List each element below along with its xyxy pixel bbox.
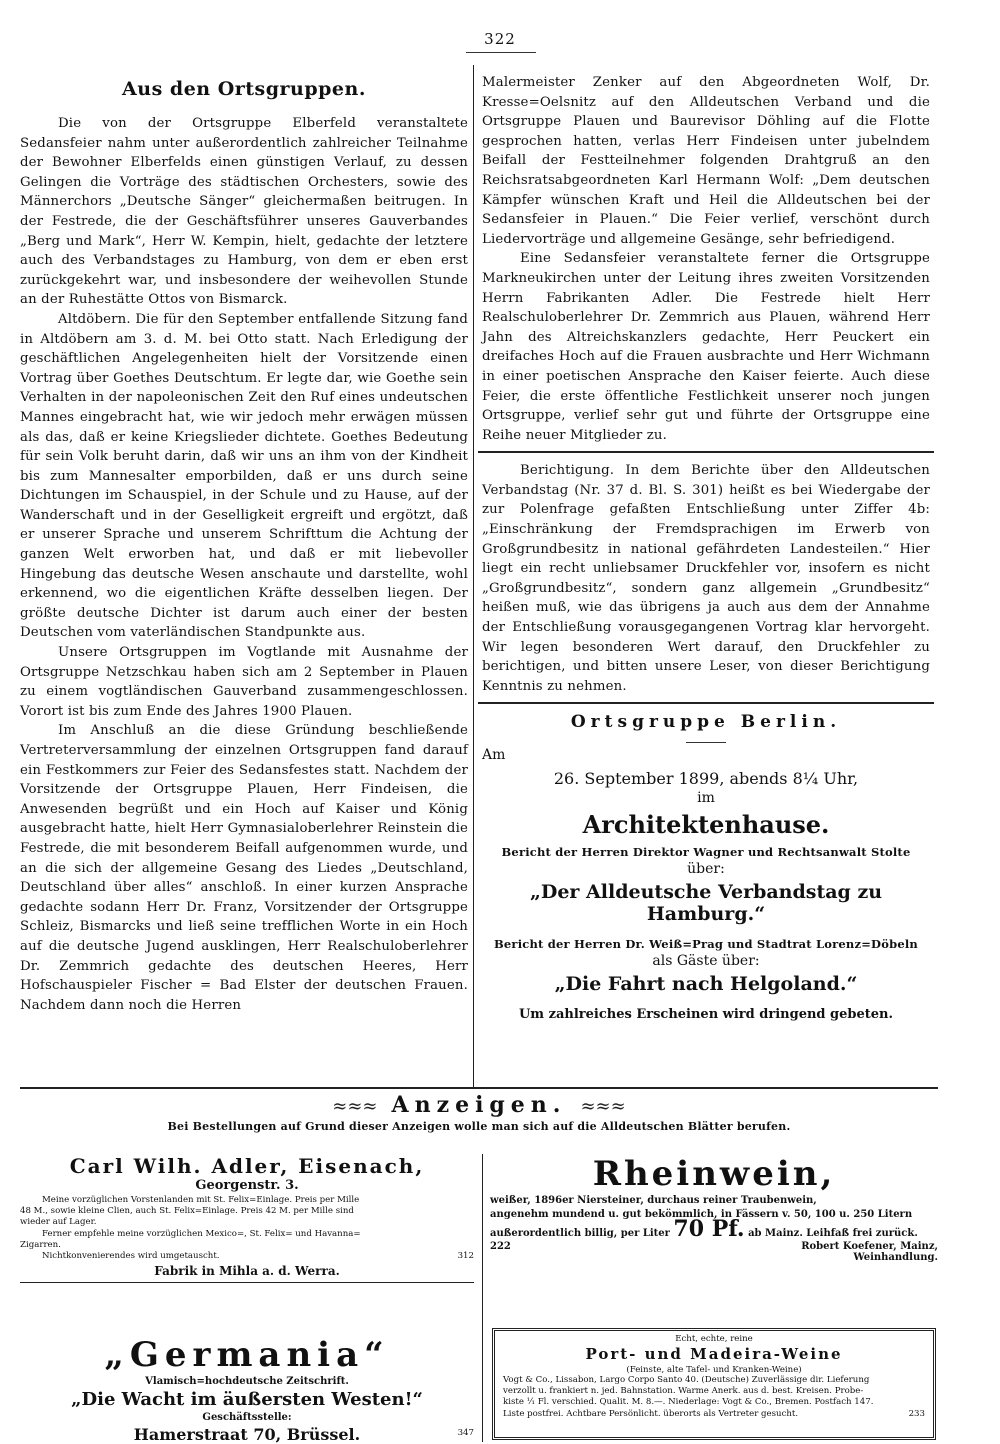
ad-adler-line: wieder auf Lager. bbox=[20, 1217, 97, 1228]
paragraph-correction: Berichtigung. In dem Berichte über den Alldeutschen Verbandstag (Nr. 37 d. Bl. S. 301) heißt es bei Wiedergabe der zur Polenfrage gefaßten Entschließung unter Ziffer 4b: „Einschränkung der Fremdsprachigen im Erwerb von Großgrundbesitz in national gefährdeten Landesteilen.“ Hier liegt ein recht unliebsamer Druckfehler vor, insofern es nicht „Großgrundbesitz“, sondern ganz allgemein „Grundbesitz“ heißen muß, wie das übrigens ja auch aus dem der Annahme der Entschließung vorausgegangenen Vortrag klar hervorgeht. Wir legen besonderen Wert darauf, den Druckfehler zu berichtigen, und bitten unsere Leser, von dieser Berichtigung Kenntnis zu nehmen. bbox=[482, 463, 930, 694]
ad-rheinwein-price-line bbox=[490, 1216, 938, 1242]
ad-portwein-line: kiste ⅟₁ Fl. verschied. Qualit. M. 8.—. Niederlage: Vogt & Co., Bremen. Postfach 147. bbox=[503, 1397, 874, 1408]
flourish-left-icon: ≈≈≈ bbox=[332, 1096, 378, 1117]
paragraph-festkommers: Im Anschluß an die diese Gründung beschließende Vertreterversammlung der einzelnen Ortsgruppen fand darauf ein Festkommers zur Feier des Sedansfestes statt. Nachdem der Vorsitzende der Ortsgruppe Plauen, Herr Findeisen, die Anwesenden begrüßt und ein Hoch auf Kaiser und König ausgebracht hatte, hielt Herr Gymnasialoberlehrer Reinstein die Festrede, die mit besonderem Beifall aufgenommen wurde, und an die sich der allgemeine Gesang des Liedes „Deutschland, Deutschland über alles“ anschloß. In einer kurzen Ansprache gedachte sodann Herr Dr. Franz, Vorsitzender der Ortsgruppe Schleiz, Bismarcks und ließ seine trefflichen Worte in ein Hoch auf die deutsche Jugend ausklingen, Herr Realschuloberlehrer Dr. Zemmrich gedachte des deutschen Heeres, Herr Hofschauspieler Fischer = Bad Elster der deutschen Frauen. Nachdem dann noch die Herren bbox=[20, 723, 468, 1013]
ads-section bbox=[20, 1090, 938, 1444]
paragraph-markneukirchen: Eine Sedansfeier veranstaltete ferner die Ortsgruppe Markneukirchen unter der Leitung ihres zweiten Vorsitzenden Herrn Fabrikanten Adler. Die Festrede hielt Herr Realschuloberlehrer Dr. Zemmrich aus Plauen, während Herr Jahn des Altreichskanzlers gedachte, Herr Peuckert ein dreifaches Hoch auf die Frauen ausbrachte und Herr Wichmann in einer poetischen Ansprache den Kaiser feierte. Auch diese Feier, die erste öffentliche Festlichkeit unserer noch jungen Ortsgruppe, verlief sehr gut und führte der Ortsgruppe eine Reihe neuer Mitglieder zu. bbox=[482, 251, 930, 443]
ad-rheinwein bbox=[490, 1154, 938, 1263]
ad-portwein-number: 233 bbox=[908, 1408, 925, 1419]
ad-portwein bbox=[492, 1328, 936, 1440]
ad-rheinwein-line: außerordentlich billig, per Liter bbox=[490, 1228, 670, 1239]
ad-portwein-row bbox=[503, 1409, 925, 1420]
notice-ueber-2: als Gäste über: bbox=[652, 953, 760, 970]
page-number: 322 bbox=[484, 30, 516, 48]
notice-am: Am bbox=[482, 747, 506, 764]
paragraph-altdoebern: Altdöbern. Die für den September entfallende Sitzung fand in Altdöbern am 3. d. M. bei Otto statt. Nach Erledigung der geschäftlichen Angelegenheiten hielt der Vorsitzende einen Vortrag über Goethes Deutschtum. Er legte dar, wie Goethe sein Verhalten in der napoleonischen Zeit den Ruf eines undeutschen Mannes eingebracht hat, wie wir jedoch mehr erwägen müssen als das, daß er keine Kriegslieder dichtete. Goethes Bedeutung für sein Volk beruht darin, daß wir uns an ihm von der Kindheit bis zum Mannesalter emporbilden, daß er uns durch seine Dichtungen im Schauspiel, in der Schule und zu Hause, auf der Wanderschaft und in der Geselligkeit ergreift und ergötzt, daß er unserer Sprache und unserem Schrifttum die Achtung der ganzen Welt erworben hat, und daß er mit liebevoller Hingebung das deutsche Wesen anschaute und darstellte, wohl erkennend, wo die eigentlichen Kräfte desselben liegen. Der größte deutsche Dichter ist darum auch einer der besten Deutschen vom vaterländischen Standpunkte aus. bbox=[20, 311, 468, 641]
ad-portwein-line: Vogt & Co., Lissabon, Largo Corpo Santo 40. (Deutsche) Zuverlässige dir. Lieferung bbox=[503, 1375, 870, 1385]
ad-portwein-name: Port- und Madeira-Weine bbox=[585, 1345, 843, 1363]
ads-heading-text: Anzeigen. bbox=[391, 1092, 567, 1118]
notice-short-rule bbox=[686, 742, 726, 743]
notice-speakers-1: Bericht der Herren Direktor Wagner und Rechtsanwalt Stolte bbox=[501, 845, 911, 860]
notice-topic-2: „Die Fahrt nach Helgoland.“ bbox=[554, 973, 858, 996]
flourish-right-icon: ≈≈≈ bbox=[580, 1096, 626, 1117]
ad-rheinwein-number: 222 bbox=[490, 1241, 511, 1252]
section-rule bbox=[478, 451, 934, 453]
notice-title: Ortsgruppe Berlin. bbox=[570, 712, 842, 733]
ad-adler-factory: Fabrik in Mihla a. d. Werra. bbox=[154, 1264, 340, 1279]
ad-rheinwein-name: Rheinwein, bbox=[592, 1154, 836, 1194]
ad-adler-line: Meine vorzüglichen Vorstenlanden mit St. Felix=Einlage. Preis per Mille bbox=[42, 1195, 360, 1205]
notice-date: 26. September 1899, abends 8¼ Uhr, bbox=[553, 769, 859, 789]
ad-adler bbox=[20, 1154, 474, 1283]
ad-rheinwein-seller-sub: Weinhandlung. bbox=[853, 1252, 938, 1263]
ad-germania-sub: Vlamisch=hochdeutsche Zeitschrift. bbox=[145, 1376, 349, 1387]
ad-rheinwein-line: weißer, 1896er Niersteiner, durchaus reiner Traubenwein, bbox=[490, 1195, 817, 1206]
ads-column-divider bbox=[482, 1154, 483, 1442]
ad-germania-motto: „Die Wacht im äußersten Westen!“ bbox=[71, 1389, 423, 1410]
ad-adler-line: Ferner empfehle meine vorzüglichen Mexico=, St. Felix= und Havanna= bbox=[42, 1228, 361, 1239]
paragraph-vogtland: Unsere Ortsgruppen im Vogtlande mit Ausnahme der Ortsgruppe Netzschkau haben sich am 2 September in Plauen zu einem vogtländischen Gauverband zusammengeschlossen. Vorort ist bis zum Ende des Jahres 1900 Plauen. bbox=[20, 645, 468, 719]
section-heading: Aus den Ortsgruppen. bbox=[122, 78, 366, 100]
notice-ueber-1: über: bbox=[687, 861, 725, 878]
ads-note: Bei Bestellungen auf Grund dieser Anzeigen wolle man sich auf die Alldeutschen Blätter berufen. bbox=[167, 1120, 791, 1133]
ad-portwein-sub: (Feinste, alte Tafel- und Kranken-Weine) bbox=[626, 1365, 802, 1375]
ads-heading bbox=[20, 1092, 938, 1118]
ad-adler-street: Georgenstr. 3. bbox=[195, 1178, 299, 1193]
ad-adler-number: 312 bbox=[457, 1251, 474, 1262]
notice-speakers-2: Bericht der Herren Dr. Weiß=Prag und Stadtrat Lorenz=Döbeln bbox=[494, 937, 918, 952]
ad-adler-rule bbox=[20, 1282, 474, 1283]
ad-adler-line: Nichtkonvenierendes wird umgetauscht. bbox=[42, 1251, 220, 1262]
ad-rheinwein-line: ab Mainz. Leihfaß frei zurück. bbox=[748, 1228, 918, 1239]
ad-portwein-line: verzollt u. frankiert n. jed. Bahnstation. Warme Anerk. aus d. best. Kreisen. Probe- bbox=[503, 1386, 864, 1397]
column-divider bbox=[473, 65, 474, 1087]
left-column bbox=[20, 75, 468, 1015]
ad-portwein-line: Liste postfrei. Achtbare Persönlicht. überorts als Vertreter gesucht. bbox=[503, 1408, 799, 1419]
ad-germania-address: Hamerstraat 70, Brüssel. bbox=[133, 1425, 361, 1444]
ad-germania-name: „Germania“ bbox=[104, 1335, 390, 1375]
ad-rheinwein-line: angenehm mundend u. gut bekömmlich, in Fässern v. 50, 100 u. 250 Litern bbox=[490, 1209, 913, 1220]
ad-germania-number: 347 bbox=[457, 1428, 474, 1438]
notice-im: im bbox=[697, 790, 715, 807]
ad-rheinwein-footer bbox=[490, 1241, 938, 1252]
ad-rheinwein-footer-sub bbox=[490, 1252, 938, 1263]
paragraph-continuation: Malermeister Zenker auf den Abgeordneten Wolf, Dr. Kresse=Oelsnitz auf den Alldeutschen Verband und die Ortsgruppe Plauen und Baurevisor Döhling auf die Flotte gesprochen hatten, verlas Herr Findeisen unter jubelndem Beifall der Festteilnehmer folgenden Drahtgruß an den Reichsratsabgeordneten Karl Hermann Wolf: „Dem deutschen Kämpfer wünschen Kraft und Heil die Alldeutschen bei der Sedansfeier in Plauen.“ Die Feier verlief, verschönt durch Liedervorträge und allgemeine Gesänge, sehr befriedigend. bbox=[482, 75, 930, 247]
ad-germania bbox=[20, 1336, 474, 1444]
ad-adler-name: Carl Wilh. Adler, Eisenach, bbox=[69, 1154, 425, 1178]
notice-closing: Um zahlreiches Erscheinen wird dringend gebeten. bbox=[518, 1007, 894, 1023]
right-column bbox=[482, 73, 930, 1022]
ad-rheinwein-price: 70 Pf. bbox=[673, 1216, 745, 1242]
section-rule bbox=[478, 702, 934, 704]
paragraph-elberfeld: Die von der Ortsgruppe Elberfeld veranstaltete Sedansfeier nahm unter außerordentlich zahlreicher Teilnahme der Bewohner Elberfelds einen günstigen Verlauf, zu dessen Gelingen die Vorträge des städtischen Orchesters, sowie des Männerchors „Deutsche Sänger“ gleichermaßen beitrugen. In der Festrede, die der Geschäftsführer unseres Gauverbandes „Berg und Mark“, Herr W. Kempin, hielt, gedachte der letztere auch des Verbandstages zu Hamburg, von dem er eben erst zurückgekehrt war, und insbesondere der weihevollen Stunde an der Ruhestätte Ottos von Bismarck. bbox=[20, 116, 468, 308]
ad-portwein-kicker: Echt, echte, reine bbox=[675, 1334, 753, 1344]
notice-topic-1: „Der Alldeutsche Verbandstag zu Hamburg.“ bbox=[529, 881, 883, 926]
ad-rheinwein-seller: Robert Koefener, Mainz, bbox=[801, 1241, 938, 1252]
ads-top-rule bbox=[20, 1087, 938, 1089]
notice-place: Architektenhause. bbox=[582, 810, 830, 840]
ad-adler-line: 48 M., sowie kleine Clien, auch St. Felix=Einlage. Preis 42 M. per Mille sind bbox=[20, 1206, 354, 1217]
ad-germania-office: Geschäftsstelle: bbox=[202, 1412, 292, 1423]
ad-adler-line: Zigarren. bbox=[20, 1239, 61, 1250]
page-number-rule bbox=[466, 52, 536, 53]
ad-adler-row bbox=[20, 1251, 474, 1262]
berlin-notice bbox=[482, 712, 930, 1022]
